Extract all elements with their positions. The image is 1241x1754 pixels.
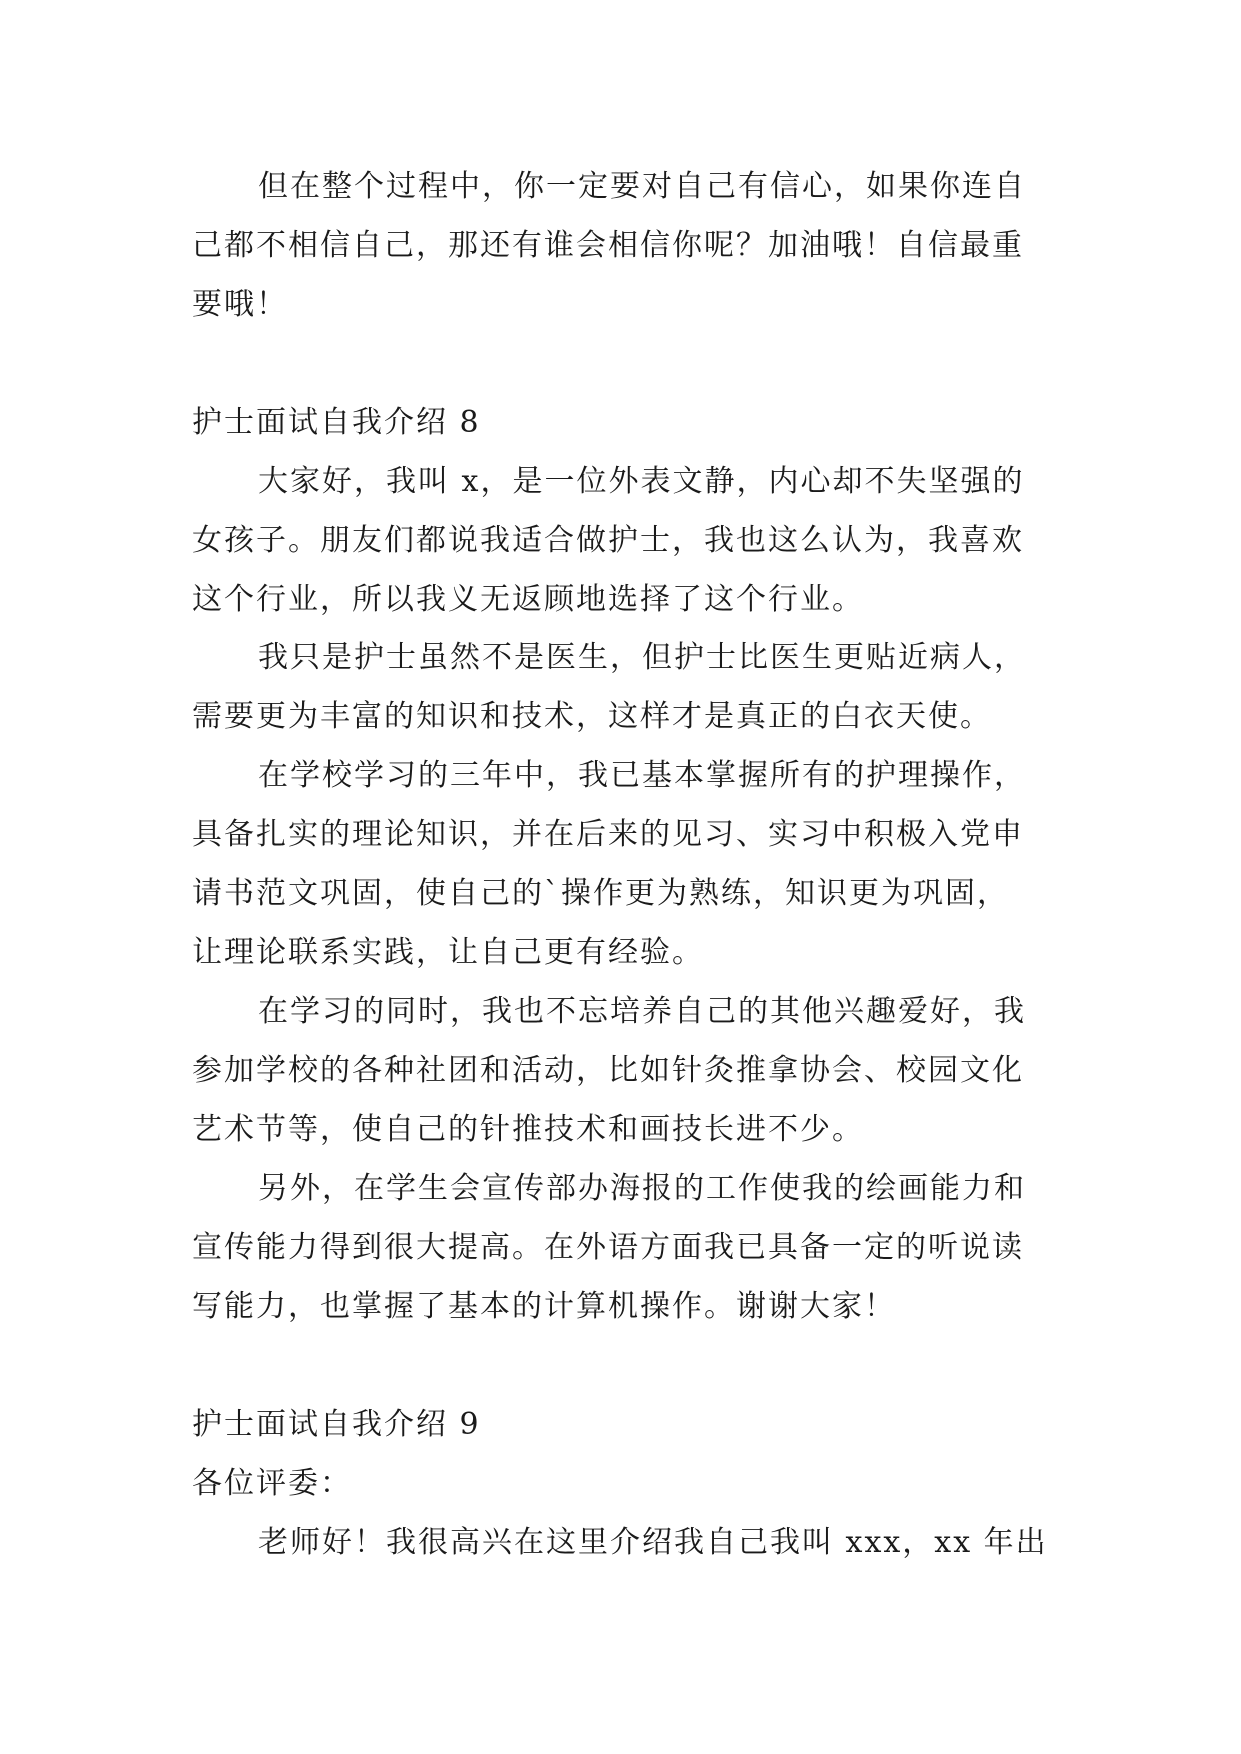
paragraph-line: 宣传能力得到很大提高。在外语方面我已具备一定的听说读 xyxy=(192,1230,1024,1265)
paragraph-line: 老师好！我很高兴在这里介绍我自己我叫 xxx，xx 年出 xyxy=(258,1525,1048,1560)
section-heading: 护士面试自我介绍 9 xyxy=(192,1407,481,1442)
paragraph-line: 女孩子。朋友们都说我适合做护士，我也这么认为，我喜欢 xyxy=(192,523,1024,558)
section-heading: 护士面试自我介绍 8 xyxy=(192,405,481,440)
paragraph-line: 写能力，也掌握了基本的计算机操作。谢谢大家！ xyxy=(192,1289,896,1324)
paragraph-line: 己都不相信自己，那还有谁会相信你呢？加油哦！自信最重 xyxy=(192,228,1024,263)
paragraph-line: 参加学校的各种社团和活动，比如针灸推拿协会、校园文化 xyxy=(192,1053,1024,1088)
salutation-line: 各位评委： xyxy=(192,1466,352,1501)
paragraph-line: 在学习的同时，我也不忘培养自己的其他兴趣爱好，我 xyxy=(258,994,1026,1029)
paragraph-line: 另外，在学生会宣传部办海报的工作使我的绘画能力和 xyxy=(258,1171,1026,1206)
paragraph-line: 需要更为丰富的知识和技术，这样才是真正的白衣天使。 xyxy=(192,699,992,734)
paragraph-line: 艺术节等，使自己的针推技术和画技长进不少。 xyxy=(192,1112,864,1147)
paragraph-line: 我只是护士虽然不是医生，但护士比医生更贴近病人， xyxy=(258,640,1026,675)
paragraph-line: 要哦！ xyxy=(192,287,288,322)
paragraph-line: 请书范文巩固，使自己的`操作更为熟练，知识更为巩固， xyxy=(192,876,1009,911)
paragraph-line: 让理论联系实践，让自己更有经验。 xyxy=(192,935,704,970)
paragraph-line: 大家好，我叫 x，是一位外表文静，内心却不失坚强的 xyxy=(258,464,1025,499)
paragraph-line: 但在整个过程中，你一定要对自己有信心，如果你连自 xyxy=(258,169,1026,204)
paragraph-line: 具备扎实的理论知识，并在后来的见习、实习中积极入党申 xyxy=(192,817,1024,852)
paragraph-line: 在学校学习的三年中，我已基本掌握所有的护理操作， xyxy=(258,758,1026,793)
paragraph-line: 这个行业，所以我义无返顾地选择了这个行业。 xyxy=(192,582,864,617)
